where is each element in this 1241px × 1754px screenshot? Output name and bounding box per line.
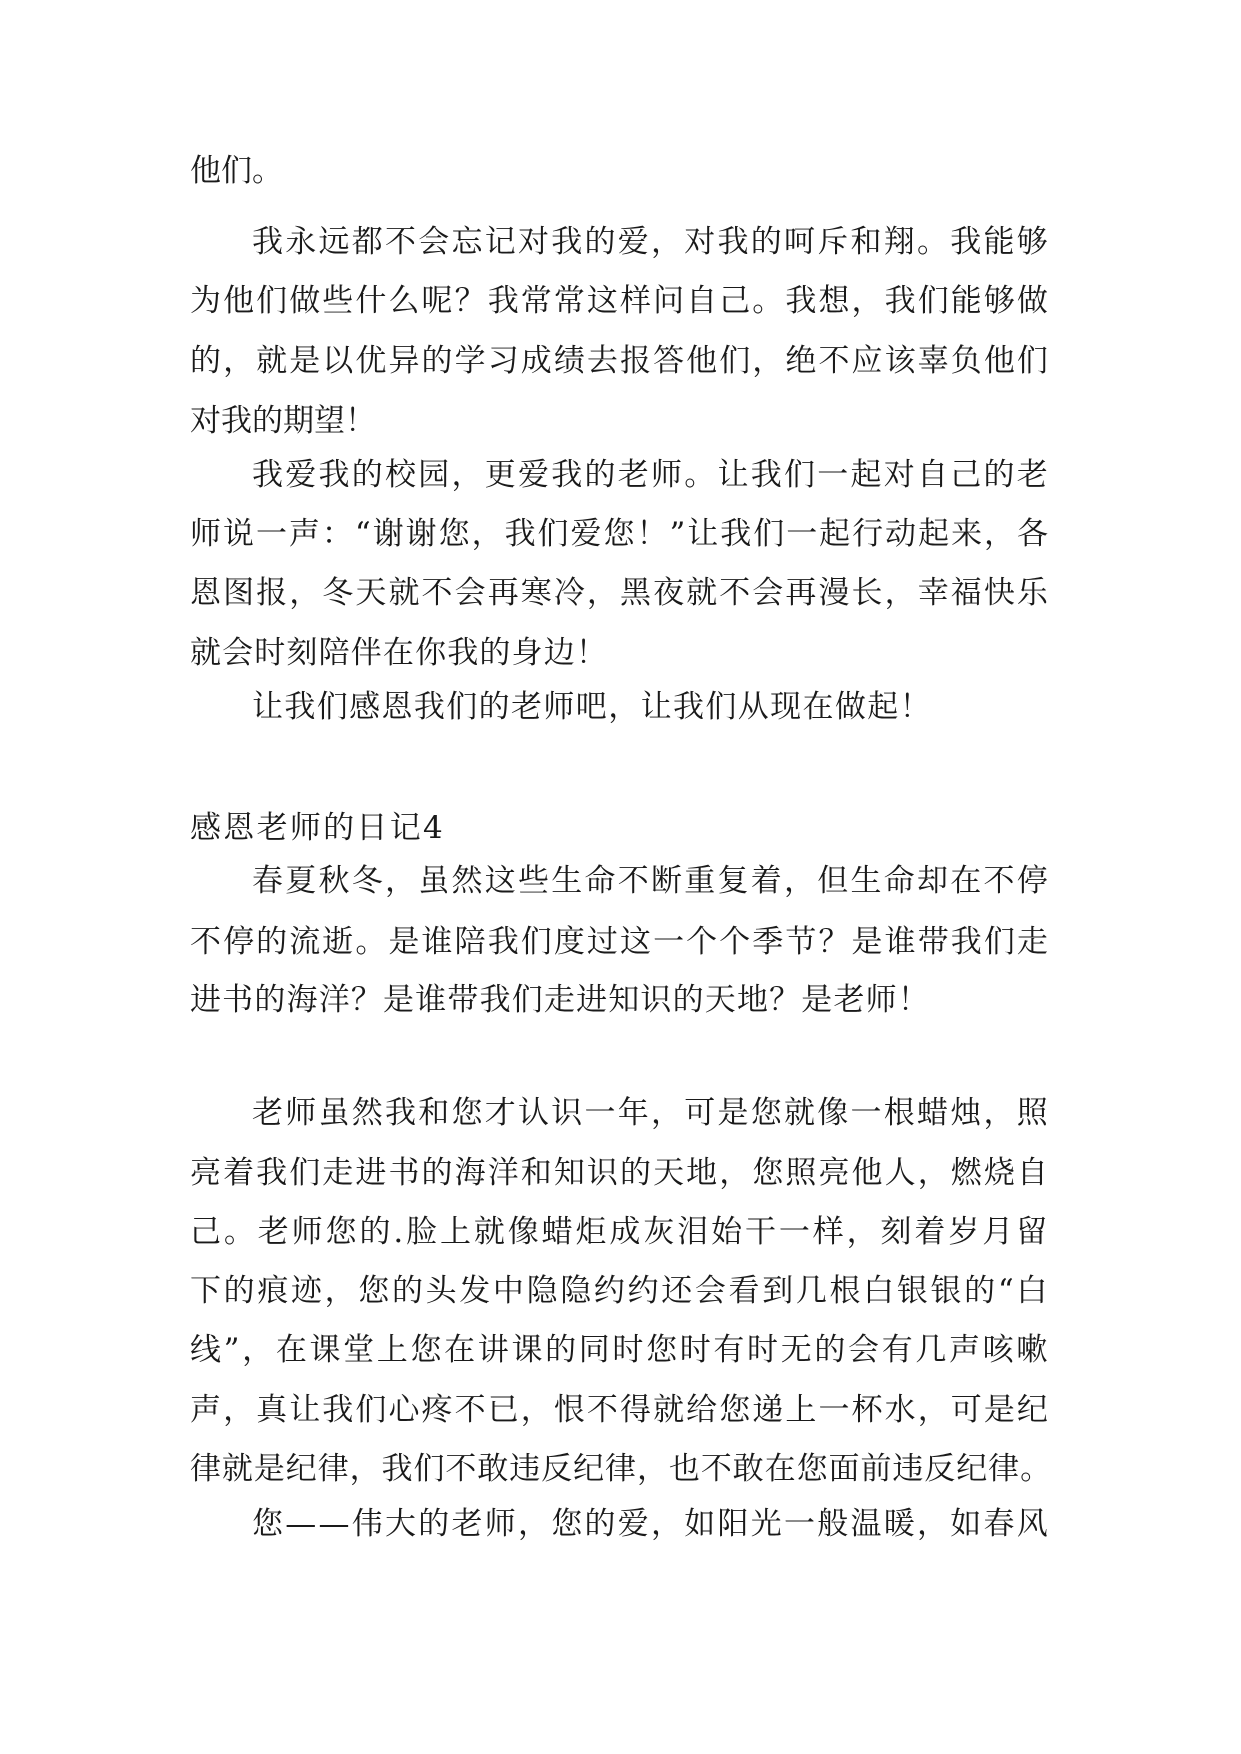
- text-line-22: 您——伟大的老师，您的爱，如阳光一般温暖，如春风: [252, 1506, 1050, 1542]
- text-line-4: 的，就是以优异的学习成绩去报答他们，绝不应该辜负他们: [190, 343, 1050, 379]
- text-line-18: 下的痕迹，您的头发中隐隐约约还会看到几根白银银的“白: [190, 1273, 1050, 1309]
- text-line-9: 就会时刻陪伴在你我的身边！: [190, 635, 608, 671]
- text-line-1: 他们。: [190, 153, 283, 189]
- text-line-8: 恩图报，冬天就不会再寒冷，黑夜就不会再漫长，幸福快乐: [190, 575, 1050, 611]
- text-line-2: 我永远都不会忘记对我的爱，对我的呵斥和翔。我能够: [252, 224, 1050, 260]
- text-line-6: 我爱我的校园，更爱我的老师。让我们一起对自己的老: [252, 457, 1050, 493]
- text-line-3: 为他们做些什么呢？我常常这样问自己。我想，我们能够做: [190, 283, 1050, 319]
- text-line-19: 线”，在课堂上您在讲课的同时您时有时无的会有几声咳嗽: [190, 1332, 1050, 1368]
- text-line-14: 进书的海洋？是谁带我们走进知识的天地？是老师！: [190, 982, 930, 1018]
- text-line-16: 亮着我们走进书的海洋和知识的天地，您照亮他人，燃烧自: [190, 1155, 1050, 1191]
- text-line-5: 对我的期望！: [190, 403, 376, 439]
- text-line-10: 让我们感恩我们的老师吧，让我们从现在做起！: [252, 689, 932, 725]
- text-line-15: 老师虽然我和您才认识一年，可是您就像一根蜡烛，照: [252, 1095, 1050, 1131]
- text-line-20: 声，真让我们心疼不已，恨不得就给您递上一杯水，可是纪: [190, 1392, 1050, 1428]
- text-line-13: 不停的流逝。是谁陪我们度过这一个个季节？是谁带我们走: [190, 924, 1050, 960]
- text-line-7: 师说一声：“谢谢您，我们爱您！”让我们一起行动起来，各: [190, 516, 1050, 552]
- text-line-17: 己。老师您的.脸上就像蜡炬成灰泪始干一样，刻着岁月留: [190, 1214, 1050, 1250]
- text-line-12: 春夏秋冬，虽然这些生命不断重复着，但生命却在不停: [252, 863, 1050, 899]
- section-heading: 感恩老师的日记4: [190, 810, 445, 846]
- text-line-21: 律就是纪律，我们不敢违反纪律，也不敢在您面前违反纪律。: [190, 1451, 1052, 1487]
